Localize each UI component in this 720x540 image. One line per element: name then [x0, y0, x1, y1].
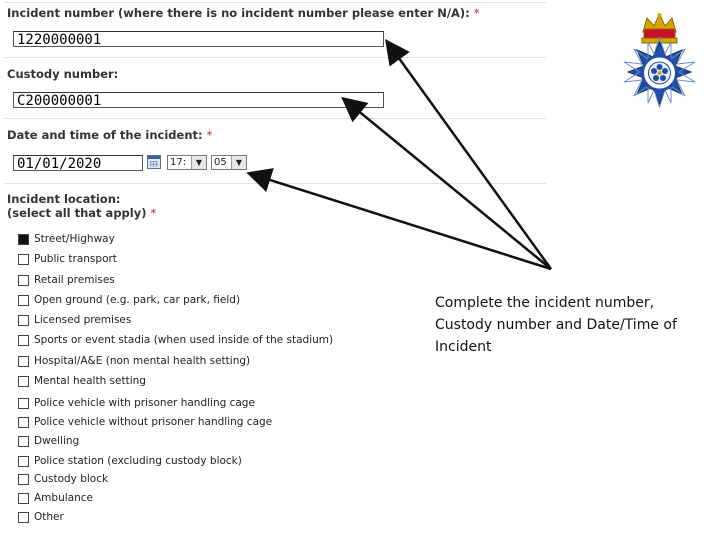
location-option-label: Dwelling [34, 435, 80, 447]
instruction-note: Complete the incident number, Custody number and Date/Time of Incident [435, 295, 677, 355]
required-marker: * [473, 6, 480, 20]
location-option-label: Public transport [34, 253, 117, 265]
location-option-label: Custody block [34, 473, 109, 485]
incident-location-label-line2: (select all that apply) [7, 206, 147, 220]
location-option-label: Mental health setting [34, 375, 146, 387]
minute-select-value: 05 [214, 157, 227, 168]
location-option-label: Police vehicle without prisoner handling cage [34, 416, 273, 428]
chevron-down-icon[interactable]: ▼ [191, 156, 206, 169]
location-option-label: Street/Highway [34, 233, 115, 245]
chevron-down-icon[interactable]: ▼ [231, 156, 246, 169]
location-option-label: Sports or event stadia (when used inside of the stadium) [34, 334, 334, 346]
location-option-label: Police vehicle with prisoner handling cage [34, 397, 255, 409]
custody-number-input[interactable]: C200000001 [13, 92, 384, 108]
location-option-label: Open ground (e.g. park, car park, field) [34, 294, 241, 306]
location-option-label: Retail premises [34, 274, 115, 286]
required-marker: * [150, 206, 157, 220]
incident-number-input[interactable]: 1220000001 [13, 31, 384, 47]
location-option-label: Other [34, 511, 64, 523]
incident-location-label-line1: Incident location: [7, 192, 121, 206]
arrow-to-date-time [251, 174, 551, 269]
date-time-label-text: Date and time of the incident: [7, 128, 203, 142]
custody-number-label-text: Custody number: [7, 67, 119, 81]
required-marker: * [206, 128, 213, 142]
incident-number-label-text: Incident number (where there is no incident number please enter N/A): [7, 6, 470, 20]
date-input[interactable]: 01/01/2020 [13, 155, 143, 171]
location-option-label: Ambulance [34, 492, 93, 504]
hour-select-value: 17: [170, 157, 187, 168]
location-option-label: Hospital/A&E (non mental health setting) [34, 355, 251, 367]
location-option-label: Licensed premises [34, 314, 132, 326]
location-option-label: Police station (excluding custody block) [34, 455, 242, 467]
